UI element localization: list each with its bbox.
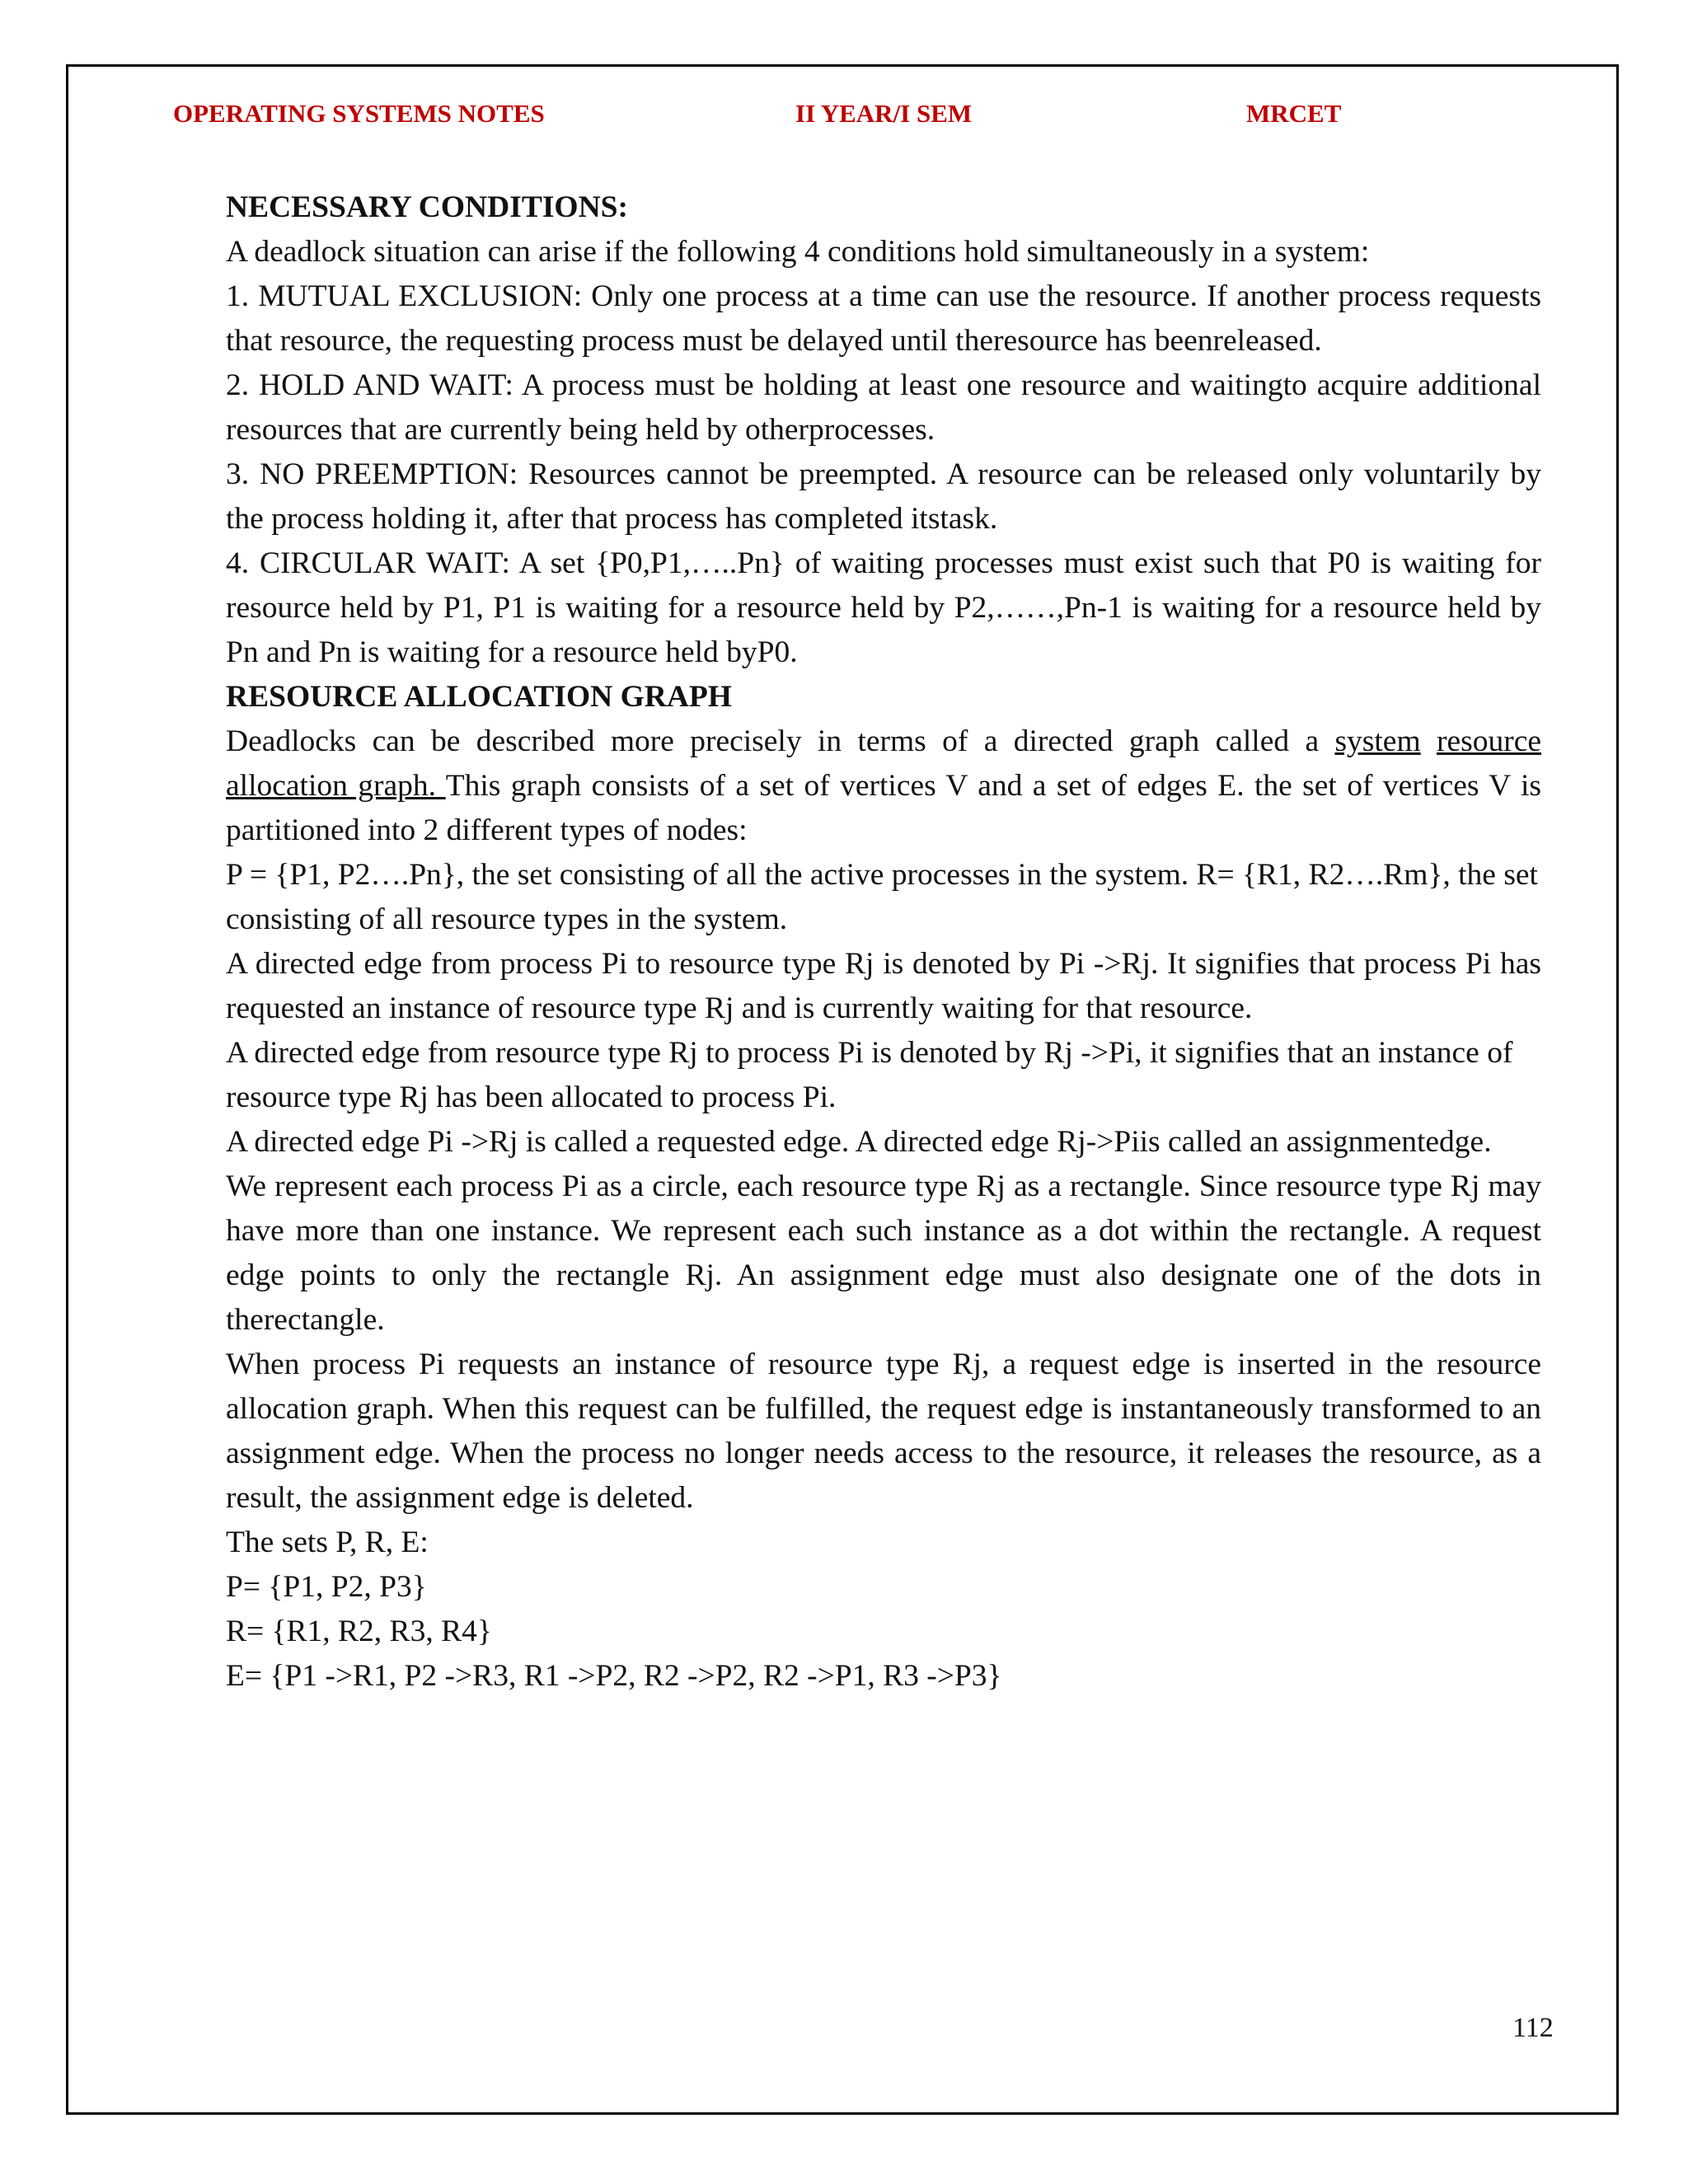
condition-circular-wait: 4. CIRCULAR WAIT: A set {P0,P1,…..Pn} of waiting processes must exist such that P0 is waiting for resource held by P1, P1 is waiting for a resource held by P2,……,Pn-1 is waiting for a resource held by Pn and Pn is waiting for a resource held byP0. <box>226 546 1541 669</box>
condition-mutual-exclusion: 1. MUTUAL EXCLUSION: Only one process at a time can use the resource. If another process requests that resource, the requesting process must be delayed until theresource has beenreleased. <box>226 279 1541 358</box>
condition-no-preemption: 3. NO PREEMPTION: Resources cannot be preempted. A resource can be released only voluntarily by the process holding it, after that process has completed itstask. <box>226 457 1541 536</box>
header-year-sem: II YEAR/I SEM <box>795 99 973 128</box>
paragraph-request-edge: A directed edge from process Pi to resource type Rj is denoted by Pi ->Rj. It signifies that process Pi has requested an instance of resource type Rj and is currently waiting for that resource. <box>226 947 1541 1025</box>
rag-term-system: system <box>1334 724 1421 758</box>
sets-title: The sets P, R, E: <box>226 1526 429 1559</box>
page-number: 112 <box>1512 2013 1554 2043</box>
paragraph-necessary-intro: A deadlock situation can arise if the following 4 conditions hold simultaneously in a system: <box>226 235 1370 269</box>
set-r: R= {R1, R2, R3, R4} <box>226 1615 492 1648</box>
paragraph-edge-names: A directed edge Pi ->Rj is called a requested edge. A directed edge Rj->Piis called an assignmentedge. <box>226 1125 1492 1159</box>
set-p: P= {P1, P2, P3} <box>226 1570 427 1604</box>
paragraph-request-fulfillment: When process Pi requests an instance of resource type Rj, a request edge is inserted in the resource allocation graph. When this request can be fulfilled, the request edge is instantaneously transformed to an assignment edge. When the process no longer needs access to the resource, it releases the resource, as a result, the assignment edge is deleted. <box>226 1347 1541 1515</box>
rag-text-rest: This graph consists of a set of vertices V and a set of edges E. the set of vertices V is partitioned into 2 different types of nodes: <box>226 769 1541 847</box>
set-e: E= {P1 ->R1, P2 ->R3, R1 ->P2, R2 ->P2, R2 ->P1, R3 ->P3} <box>226 1659 1002 1693</box>
condition-hold-and-wait: 2. HOLD AND WAIT: A process must be holding at least one resource and waitingto acquire additional resources that are currently being held by otherprocesses. <box>226 368 1541 447</box>
rag-term-resource-allocation-graph: resource allocation graph. <box>226 724 1541 803</box>
paragraph-rag-definition <box>226 719 1541 853</box>
paragraph-representation: We represent each process Pi as a circle, each resource type Rj as a rectangle. Since resource type Rj may have more than one instance. We represent each such instance as a dot within the rectangle. A request edge points to only the rectangle Rj. An assignment edge must also designate one of the dots in therectangle. <box>226 1169 1541 1337</box>
header-college: MRCET <box>1246 99 1342 128</box>
section-heading-resource-allocation-graph: RESOURCE ALLOCATION GRAPH <box>226 680 732 714</box>
rag-space <box>1421 724 1437 758</box>
section-heading-necessary-conditions: NECESSARY CONDITIONS: <box>226 190 629 224</box>
paragraph-process-resource-sets: P = {P1, P2….Pn}, the set consisting of all the active processes in the system. R= {R1, R2….Rm}, the set consisting of all resource types in the system. <box>226 858 1538 936</box>
header-course-title: OPERATING SYSTEMS NOTES <box>173 99 545 128</box>
page-content <box>226 185 1541 1699</box>
paragraph-assignment-edge: A directed edge from resource type Rj to process Pi is denoted by Rj ->Pi, it signifies that an instance of resource type Rj has been allocated to process Pi. <box>226 1036 1513 1114</box>
rag-text-lead: Deadlocks can be described more precisely in terms of a directed graph called a <box>226 724 1335 758</box>
